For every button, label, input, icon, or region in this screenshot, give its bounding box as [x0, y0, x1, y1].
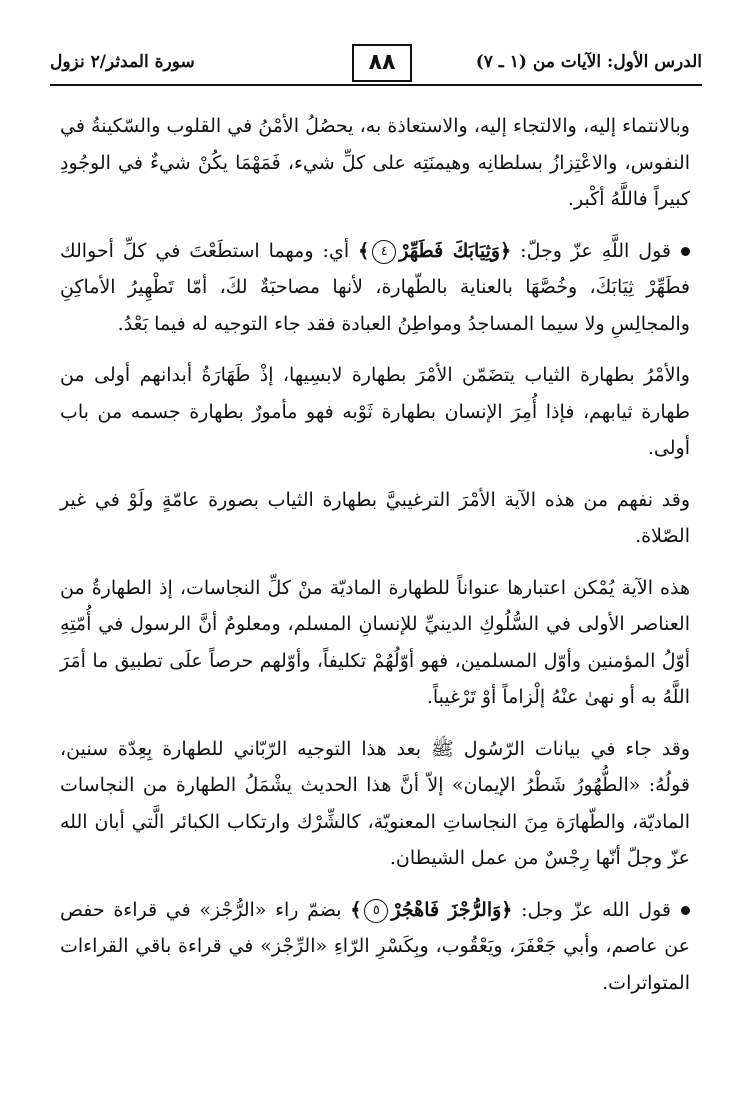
paragraph-5 [60, 570, 690, 716]
page-header [50, 40, 702, 88]
paragraph-text: وقد جاء في بيانات الرّسُول ﷺ بعد هذا التوجيه الرّبّاني للطهارة بِعِدّة سنين، قولُهُ: «الطُّهُورُ شَطْرُ الإيمان» إلاّ أنَّ هذا الحديث يشْمَلُ الطهارة من النجاسات الماديّة، والطّهارَة مِنَ النجاساتِ المعنويّة، كالشِّرْك وارتكاب الكبائر الَّتي أبان الله عزّ وجلّ أنّها رِجْسٌ من عمل الشيطان. [60, 737, 690, 869]
ornate-brace-close-icon: ﴾ [358, 239, 370, 262]
ayah-number-marker: ٥ [364, 899, 388, 923]
surah-title: سورة المدثر/٢ نزول [50, 52, 195, 72]
paragraph-4 [60, 482, 690, 555]
bullet-icon [681, 906, 690, 915]
ayah-number-marker: ٤ [372, 240, 396, 264]
paragraph-lead: قول الله عزّ وجل: [512, 898, 671, 921]
paragraph-text: وبالانتماء إليه، والالتجاء إليه، والاستعاذة به، يحصُلُ الأمْنُ في القلوب والسّكينةُ في النفوس، والاعْتِزازُ بسلطانِه وهيمنَتِه على كلِّ شيء، فَمَهْمَا يكُنْ شيءٌ في الوجُودِ كبيراً فاللَّهُ أكْبر. [60, 115, 690, 210]
page-number: ٨٨ [352, 44, 412, 82]
paragraph-1 [60, 108, 690, 218]
paragraph-2 [60, 233, 690, 343]
paragraph-text: أي: ومهما استطَعْتَ في كلِّ أحوالك فطَهِّرْ ثِيَابَكَ، وخُصَّهَا بالعناية بالطّهارة، لأنها مصاحبَةٌ لكَ، أمّا تَطْهِيرُ الأماكِنِ والمجالِسِ ولا سيما المساجدُ ومواطِنُ العبادة فقد جاء التوجيه له فيما بَعْدُ. [60, 239, 690, 335]
header-divider [50, 84, 702, 86]
paragraph-text: والأمْرُ بطهارة الثياب يتضَمّن الأمْرَ بطهارة لابسِيها، إذْ طَهَارَةُ أبدانهم أولى من طهارة ثيابهم، فإذا أُمِرَ الإنسان بطهارة ثَوْبه فهو مأمورٌ بطهارة جسمه من باب أولى. [60, 364, 690, 459]
ornate-brace-open-icon: ﴿ [501, 898, 513, 921]
paragraph-3 [60, 357, 690, 467]
paragraph-6 [60, 731, 690, 877]
paragraph-7 [60, 892, 690, 1002]
page-body [60, 108, 690, 1016]
paragraph-lead: قول اللَّهِ عزّ وجلّ: [511, 239, 671, 262]
quran-verse: وَالرُّجْزَ فَاهْجُرْ [391, 898, 502, 921]
paragraph-text: بضمّ راء «الرُّجْز» في قراءة حفص عن عاصم، وأبي جَعْفَرَ، ويَعْقُوب، وبِكَسْرِ الرّاءِ «الرِّجْز» في قراءة باقي القراءات المتواترات. [60, 898, 690, 994]
bullet-icon [681, 247, 690, 256]
paragraph-text: وقد نفهم من هذه الآية الأمْرَ الترغيبيَّ بطهارة الثياب بصورة عامّةٍ ولَوْ في غير الصّلاة. [60, 488, 690, 547]
quran-verse: وَثِيَابَكَ فَطَهِّرْ [399, 239, 501, 262]
ornate-brace-close-icon: ﴾ [350, 898, 362, 921]
paragraph-text: هذه الآية يُمْكن اعتبارها عنواناً للطهارة الماديّة منْ كلِّ النجاسات، إذ الطهارةُ من العناصر الأولى في السُّلُوكِ الدينيِّ للإنسانِ المسلم، ومعلومٌ أنَّ الرسول في أُمّتِهِ أوّلُ المؤمنين وأوّل المسلمين، فهو أوّلُهُمْ تكليفاً، وأوّلهم حرصاً علَى تطبيق ما أمَرَ اللَّهُ به أو نهىٰ عنْهُ إلْزاماً أوْ تَرْغيباً. [60, 576, 690, 708]
lesson-title: الدرس الأول: الآيات من (١ ـ ٧) [475, 52, 702, 72]
ornate-brace-open-icon: ﴿ [500, 239, 512, 262]
